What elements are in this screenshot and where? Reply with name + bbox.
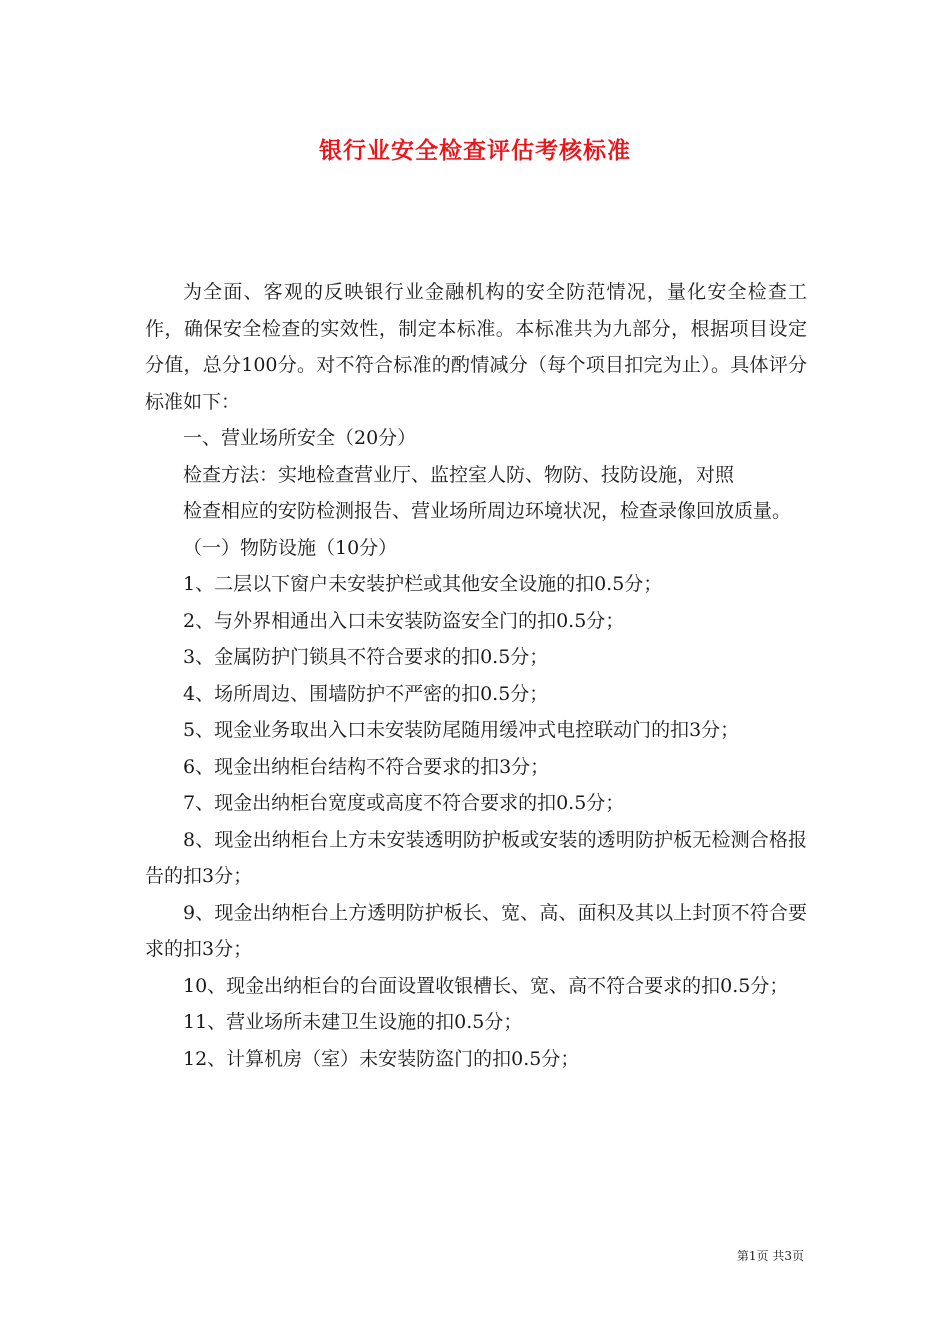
intro-paragraph: 为全面、客观的反映银行业金融机构的安全防范情况，量化安全检查工作，确保安全检查的实效性，制定本标准。本标准共为九部分，根据项目设定分值，总分100分。对不符合标准的酌情减分（每个项目扣完为止）。具体评分标准如下： <box>145 281 807 413</box>
page-number-footer: 第1页 共3页 <box>736 1249 804 1263</box>
list-item: 8、现金出纳柜台上方未安装透明防护板或安装的透明防护板无检测合格报告的扣3分； <box>145 828 807 887</box>
document-title: 银行业安全检查评估考核标准 <box>319 137 631 164</box>
list-item: 1、二层以下窗户未安装护栏或其他安全设施的扣0.5分； <box>183 573 663 595</box>
list-item: 2、与外界相通出入口未安装防盗安全门的扣0.5分； <box>183 609 625 632</box>
method-paragraph: 检查方法：实地检查营业厅、监控室人防、物防、技防设施，对照 <box>183 463 735 486</box>
method-continuation: 检查相应的安防检测报告、营业场所周边环境状况，检查录像回放质量。 <box>183 500 792 522</box>
list-item: 3、金属防护门锁具不符合要求的扣0.5分； <box>183 646 549 668</box>
list-item: 12、计算机房（室）未安装防盗门的扣0.5分； <box>183 1047 580 1070</box>
list-item: 9、现金出纳柜台上方透明防护板长、宽、高、面积及其以上封顶不符合要求的扣3分； <box>145 901 807 960</box>
document-body <box>145 274 807 1077</box>
list-item: 4、场所周边、围墙防护不严密的扣0.5分； <box>183 682 549 705</box>
list-item: 10、现金出纳柜台的台面设置收银槽长、宽、高不符合要求的扣0.5分； <box>183 974 789 997</box>
list-item: 11、营业场所未建卫生设施的扣0.5分； <box>183 1011 523 1033</box>
subsection-heading-1: （一）物防设施（10分） <box>183 536 398 559</box>
section-heading-1: 一、营业场所安全（20分） <box>183 427 417 449</box>
list-item: 5、现金业务取出入口未安装防尾随用缓冲式电控联动门的扣3分； <box>183 719 740 741</box>
list-item: 6、现金出纳柜台结构不符合要求的扣3分； <box>183 755 550 778</box>
list-item: 7、现金出纳柜台宽度或高度不符合要求的扣0.5分； <box>183 792 625 814</box>
